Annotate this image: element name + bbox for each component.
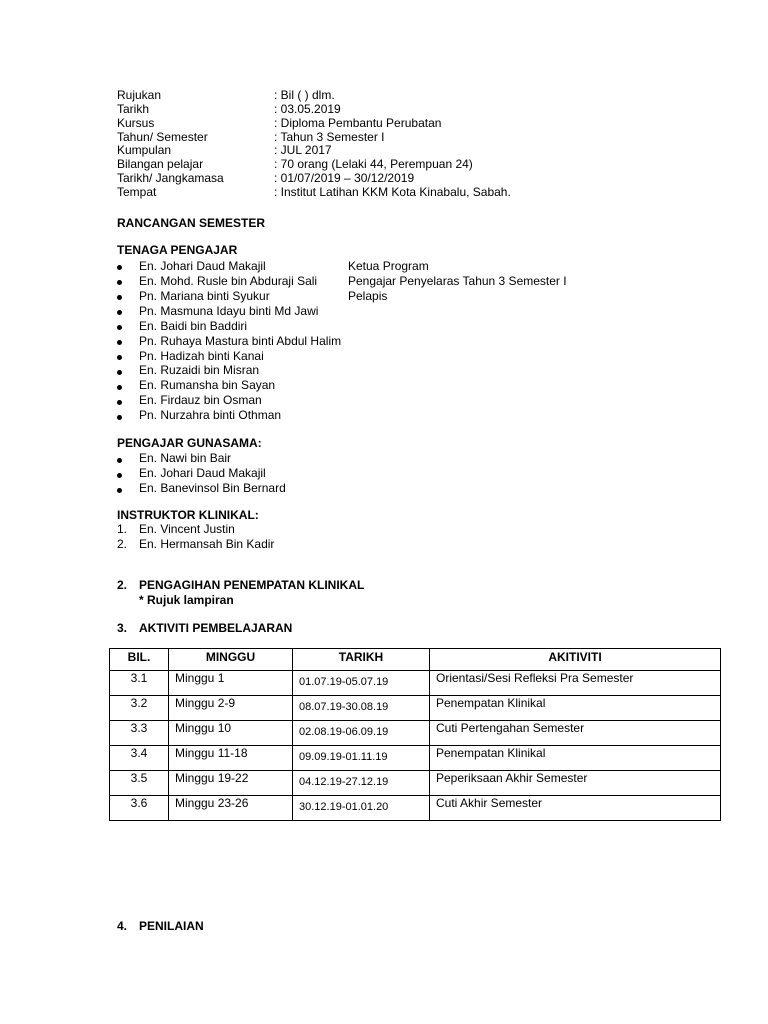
- tenaga-role: Ketua Program: [348, 259, 429, 273]
- gunasama-name: En. Nawi bin Bair: [139, 451, 232, 465]
- cell-bil: 3.2: [110, 696, 169, 721]
- section2-note: * Rujuk lampiran: [139, 593, 234, 607]
- activity-table: [109, 648, 721, 821]
- label-tarikh: Tarikh: [117, 102, 150, 116]
- bullet-icon: [117, 280, 122, 285]
- gunasama-name: En. Banevinsol Bin Bernard: [139, 481, 286, 495]
- instruktor-name: En. Hermansah Bin Kadir: [139, 537, 275, 551]
- bullet-icon: [117, 295, 122, 300]
- cell-bil: 3.4: [110, 746, 169, 771]
- header-bil: BIL.: [110, 649, 169, 671]
- cell-tarikh: 01.07.19-05.07.19: [293, 671, 430, 696]
- bullet-icon: [117, 355, 122, 360]
- bullet-icon: [117, 310, 122, 315]
- tenaga-role: Pengajar Penyelaras Tahun 3 Semester I: [348, 274, 567, 288]
- cell-aktiviti: Peperiksaan Akhir Semester: [430, 771, 721, 796]
- cell-minggu: Minggu 11-18: [169, 746, 293, 771]
- cell-tarikh: 09.09.19-01.11.19: [293, 746, 430, 771]
- tenaga-name: En. Johari Daud Makajil: [139, 259, 266, 273]
- table-header-row: [110, 649, 721, 671]
- value-bilangan-pelajar: : 70 orang (Lelaki 44, Perempuan 24): [274, 157, 473, 171]
- cell-tarikh: 04.12.19-27.12.19: [293, 771, 430, 796]
- tenaga-name: Pn. Nurzahra binti Othman: [139, 408, 282, 422]
- cell-tarikh: 08.07.19-30.08.19: [293, 696, 430, 721]
- label-tempat: Tempat: [117, 185, 157, 199]
- tenaga-name: Pn. Ruhaya Mastura binti Abdul Halim: [139, 334, 342, 348]
- section2-number: 2.: [117, 578, 128, 592]
- section4-number: 4.: [117, 919, 128, 933]
- value-tempat: : Institut Latihan KKM Kota Kinabalu, Sabah.: [274, 185, 511, 199]
- cell-aktiviti: Penempatan Klinikal: [430, 696, 721, 721]
- cell-bil: 3.6: [110, 796, 169, 821]
- tenaga-name: Pn. Masmuna Idayu binti Md Jawi: [139, 304, 319, 318]
- bullet-icon: [117, 385, 122, 390]
- cell-aktiviti: Cuti Akhir Semester: [430, 796, 721, 821]
- gunasama-name: En. Johari Daud Makajil: [139, 466, 266, 480]
- bullet-icon: [117, 473, 122, 478]
- table-row: [110, 671, 721, 696]
- cell-tarikh: 02.08.19-06.09.19: [293, 721, 430, 746]
- bullet-icon: [117, 488, 122, 493]
- value-tarikh: : 03.05.2019: [274, 102, 341, 116]
- table-row: [110, 721, 721, 746]
- section2-title: PENGAGIHAN PENEMPATAN KLINIKAL: [139, 578, 365, 592]
- header-minggu: MINGGU: [169, 649, 293, 671]
- cell-bil: 3.1: [110, 671, 169, 696]
- tenaga-name: En. Mohd. Rusle bin Abduraji Sali: [139, 274, 318, 288]
- bullet-icon: [117, 325, 122, 330]
- tenaga-name: En. Ruzaidi bin Misran: [139, 363, 260, 377]
- tenaga-name: En. Firdauz bin Osman: [139, 393, 262, 407]
- tenaga-name: En. Baidi bin Baddiri: [139, 319, 248, 333]
- cell-tarikh: 30.12.19-01.01.20: [293, 796, 430, 821]
- value-tahun-semester: : Tahun 3 Semester I: [274, 130, 385, 144]
- tenaga-role: Pelapis: [348, 289, 388, 303]
- table-row: [110, 746, 721, 771]
- section3-title: AKTIVITI PEMBELAJARAN: [139, 621, 293, 635]
- label-bilangan-pelajar: Bilangan pelajar: [117, 157, 204, 171]
- value-rujukan: : Bil ( ) dlm.: [274, 88, 335, 102]
- label-tahun-semester: Tahun/ Semester: [117, 130, 208, 144]
- value-jangkamasa: : 01/07/2019 – 30/12/2019: [274, 171, 415, 185]
- bullet-icon: [117, 400, 122, 405]
- bullet-icon: [117, 340, 122, 345]
- cell-aktiviti: Penempatan Klinikal: [430, 746, 721, 771]
- rancangan-title: RANCANGAN SEMESTER: [117, 216, 266, 230]
- value-kursus: : Diploma Pembantu Perubatan: [274, 116, 442, 130]
- bullet-icon: [117, 458, 122, 463]
- cell-minggu: Minggu 23-26: [169, 796, 293, 821]
- bullet-icon: [117, 415, 122, 420]
- label-kumpulan: Kumpulan: [117, 143, 172, 157]
- cell-bil: 3.3: [110, 721, 169, 746]
- tenaga-title: TENAGA PENGAJAR: [117, 243, 238, 257]
- header-tarikh: TARIKH: [293, 649, 430, 671]
- instruktor-name: En. Vincent Justin: [139, 522, 235, 536]
- instruktor-title: INSTRUKTOR KLINIKAL:: [117, 508, 259, 522]
- cell-minggu: Minggu 19-22: [169, 771, 293, 796]
- section4-title: PENILAIAN: [139, 919, 204, 933]
- table-row: [110, 796, 721, 821]
- label-kursus: Kursus: [117, 116, 155, 130]
- section3-number: 3.: [117, 621, 128, 635]
- cell-bil: 3.5: [110, 771, 169, 796]
- label-jangkamasa: Tarikh/ Jangkamasa: [117, 171, 224, 185]
- instruktor-number: 1.: [117, 522, 128, 536]
- cell-minggu: Minggu 1: [169, 671, 293, 696]
- table-row: [110, 696, 721, 721]
- cell-aktiviti: Cuti Pertengahan Semester: [430, 721, 721, 746]
- header-aktiviti: AKITIVITI: [430, 649, 721, 671]
- label-rujukan: Rujukan: [117, 88, 162, 102]
- tenaga-name: Pn. Hadizah binti Kanai: [139, 349, 264, 363]
- bullet-icon: [117, 265, 122, 270]
- gunasama-title: PENGAJAR GUNASAMA:: [117, 436, 262, 450]
- table-row: [110, 771, 721, 796]
- bullet-icon: [117, 370, 122, 375]
- tenaga-name: Pn. Mariana binti Syukur: [139, 289, 270, 303]
- cell-minggu: Minggu 10: [169, 721, 293, 746]
- cell-aktiviti: Orientasi/Sesi Refleksi Pra Semester: [430, 671, 721, 696]
- cell-minggu: Minggu 2-9: [169, 696, 293, 721]
- value-kumpulan: : JUL 2017: [274, 143, 332, 157]
- tenaga-name: En. Rumansha bin Sayan: [139, 378, 276, 392]
- instruktor-number: 2.: [117, 537, 128, 551]
